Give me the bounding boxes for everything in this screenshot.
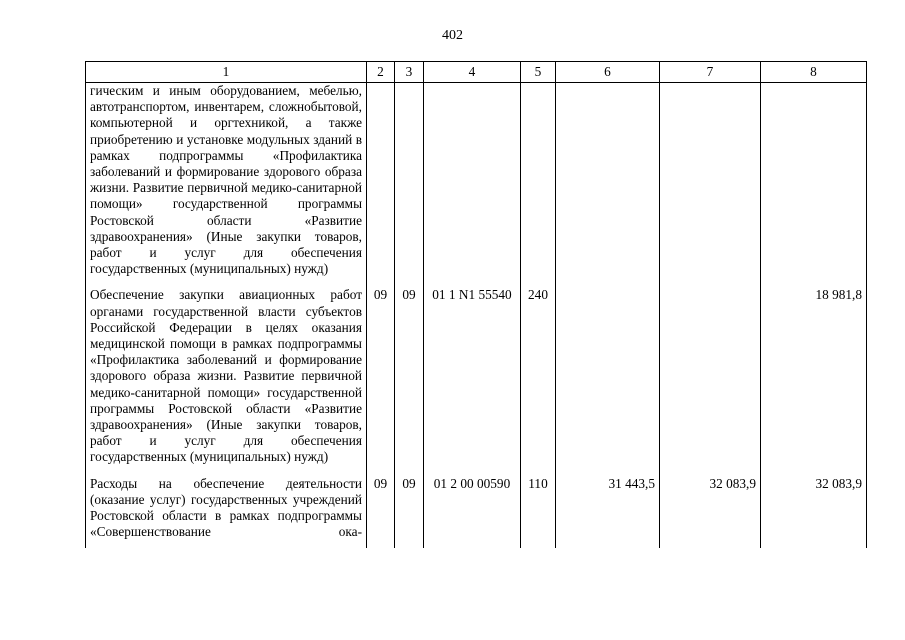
row-amount-year3 [761,83,867,286]
header-col-1: 1 [86,62,367,83]
table-row [86,83,867,286]
row-amount-year2 [660,83,761,286]
row-target-code: 01 1 N1 55540 [424,285,521,473]
row-target-code: 01 2 00 00590 [424,474,521,549]
row-subsection [395,83,424,286]
row-expense-type: 110 [521,474,556,549]
header-col-7: 7 [660,62,761,83]
row-section [367,83,395,286]
row-amount-year1 [556,83,660,286]
row-section: 09 [367,285,395,473]
row-amount-year3: 32 083,9 [761,474,867,549]
row-amount-year2 [660,285,761,473]
row-description: гическим и иным оборудованием, мебелью, автотранспортом, инвентарем, сложнобытовой, компьютерной и оргтехникой, а также приобретению и установке модульных зданий в рамках подпрограммы «Профилактика заболеваний и формирование здорового образа жизни. Развитие первичной медико-санитарной помощи» государственной программы Ростовской области «Развитие здравоохранения» (Иные закупки товаров, работ и услуг для обеспечения государственных (муниципальных) нужд) [86,83,367,286]
row-expense-type: 240 [521,285,556,473]
header-row [86,62,867,83]
header-col-2: 2 [367,62,395,83]
row-subsection: 09 [395,474,424,549]
table-row [86,285,867,473]
row-amount-year1: 31 443,5 [556,474,660,549]
row-section: 09 [367,474,395,549]
row-amount-year2: 32 083,9 [660,474,761,549]
header-col-6: 6 [556,62,660,83]
header-col-3: 3 [395,62,424,83]
header-col-5: 5 [521,62,556,83]
header-col-4: 4 [424,62,521,83]
row-amount-year3: 18 981,8 [761,285,867,473]
header-col-8: 8 [761,62,867,83]
row-amount-year1 [556,285,660,473]
row-target-code [424,83,521,286]
row-expense-type [521,83,556,286]
row-subsection: 09 [395,285,424,473]
table-row [86,474,867,549]
page-number: 402 [442,28,463,43]
row-description: Расходы на обеспечение деятельности (оказание услуг) государственных учреждений Ростовской области в рамках подпрограммы «Совершенствование ока- [86,474,367,549]
row-description: Обеспечение закупки авиационных работ органами государственной власти субъектов Российской Федерации в целях оказания медицинской помощи в рамках подпрограммы «Профилактика заболеваний и формирование здорового образа жизни. Развитие первичной медико-санитарной помощи» государственной программы Ростовской области «Развитие здравоохранения» (Иные закупки товаров, работ и услуг для обеспечения государственных (муниципальных) нужд) [86,285,367,473]
budget-table [85,61,867,548]
